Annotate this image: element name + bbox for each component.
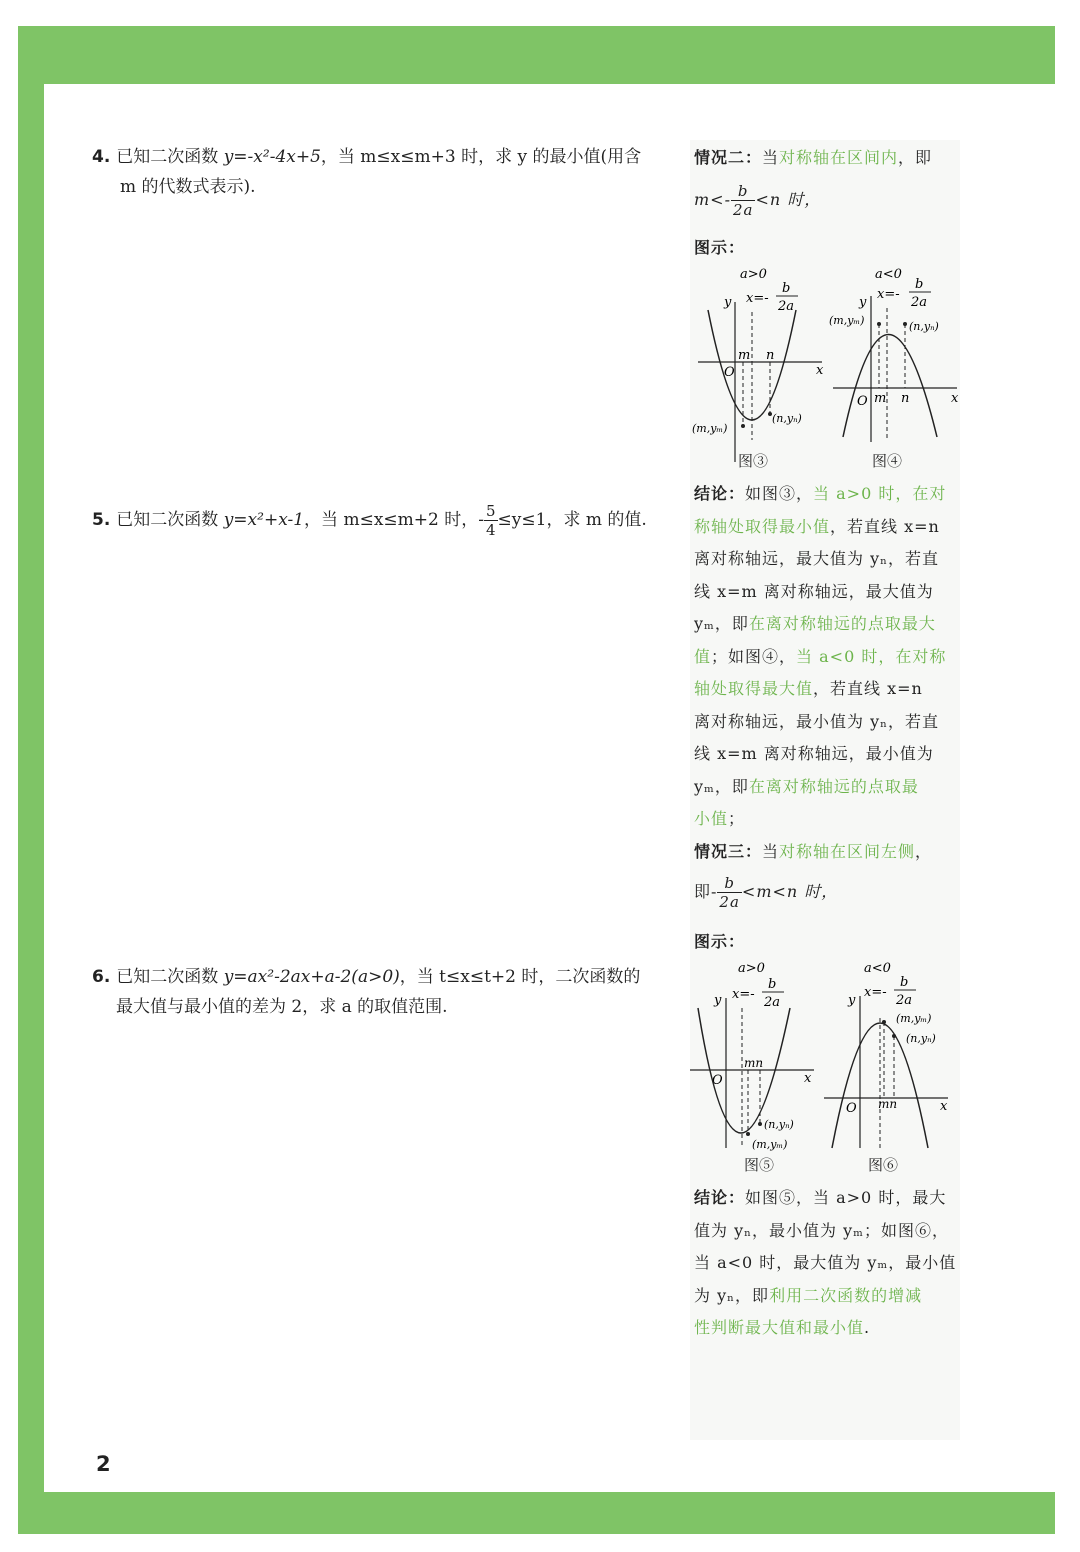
- svg-text:(m,yₘ): (m,yₘ): [752, 1138, 788, 1151]
- conclusion-line: yₘ，即在离对称轴远的点取最大: [694, 614, 936, 633]
- conclusion-line: 值；如图④，当 a<0 时，在对称: [694, 646, 947, 666]
- fraction: $\frac{5}{4}$: [485, 502, 496, 539]
- svg-text:y: y: [714, 993, 722, 1008]
- figure-4: [825, 262, 965, 481]
- svg-text:2a: 2a: [764, 995, 781, 1010]
- svg-text:(n,yₙ): (n,yₙ): [772, 412, 802, 425]
- question-4: 4. 已知二次函数 y=-x²-4x+5，当 m≤x≤m+3 时，求 y 的最小值(用含 m 的代数式表示).: [92, 147, 642, 197]
- conclusion-line: 离对称轴远，最小值为 yₙ，若直: [694, 711, 940, 731]
- case2-heading: 情况二：当对称轴在区间内，即: [694, 148, 933, 167]
- svg-text:x: x: [940, 1099, 948, 1114]
- question-6: 6. 已知二次函数 y=ax²-2ax+a-2(a>0)，当 t≤x≤t+2 时，二次函数的 最大值与最小值的差为 2，求 a 的取值范围.: [92, 967, 641, 1017]
- case3-heading: 情况三：当对称轴在区间左侧，: [694, 842, 933, 861]
- conclusion-line: 性判断最大值和最小值.: [694, 1318, 871, 1337]
- svg-text:b: b: [915, 277, 924, 292]
- svg-text:n: n: [901, 391, 910, 406]
- figure-3-caption: 图③: [738, 452, 769, 470]
- conclusion-line: 称轴处取得最小值，若直线 x=n: [694, 516, 940, 536]
- question-number: 6.: [92, 967, 111, 987]
- svg-text:(m,yₘ): (m,yₘ): [829, 314, 865, 327]
- svg-text:a<0: a<0: [864, 961, 891, 976]
- conclusion-line: 结论：如图③，当 a>0 时，在对: [694, 484, 947, 503]
- top-green-band: [18, 26, 1055, 84]
- svg-text:a>0: a>0: [740, 267, 767, 282]
- svg-text:(n,yₙ): (n,yₙ): [909, 320, 939, 333]
- svg-text:(m,yₘ): (m,yₘ): [692, 422, 728, 435]
- figure-6-caption: 图⑥: [868, 1156, 899, 1174]
- figure-5: [686, 958, 821, 1162]
- svg-text:O: O: [724, 365, 735, 380]
- svg-text:x=-: x=-: [746, 291, 769, 306]
- conclusion-line: 线 x=m 离对称轴远，最小值为: [694, 744, 934, 763]
- figure-5-caption: 图⑤: [744, 1156, 775, 1174]
- conclusion-line: 线 x=m 离对称轴远，最大值为: [694, 581, 934, 601]
- svg-text:x: x: [816, 363, 824, 378]
- left-green-band: [18, 26, 44, 1520]
- conclusion-line: yₘ，即在离对称轴远的点取最: [694, 776, 919, 796]
- svg-text:b: b: [768, 977, 777, 992]
- svg-text:(n,yₙ): (n,yₙ): [906, 1032, 936, 1045]
- svg-text:mn: mn: [878, 1097, 898, 1111]
- svg-text:a<0: a<0: [875, 267, 902, 282]
- question-number: 4.: [92, 147, 111, 167]
- svg-text:m: m: [874, 391, 887, 406]
- svg-text:O: O: [857, 394, 868, 409]
- bottom-green-band: [18, 1492, 1055, 1534]
- svg-text:x=-: x=-: [864, 985, 887, 1000]
- svg-text:mn: mn: [744, 1056, 764, 1070]
- question-5: 5. 已知二次函数 y=x²+x-1，当 m≤x≤m+2 时，- $\frac{5}{4}$ ≤y≤1，求 m 的值.: [92, 502, 647, 539]
- svg-text:O: O: [846, 1101, 857, 1116]
- conclusion-line: 值为 yₙ，最小值为 yₘ；如图⑥，: [694, 1220, 949, 1240]
- figure-6: [822, 958, 957, 1162]
- figure-4-caption: 图④: [872, 452, 903, 470]
- case3-condition: 即- $\frac{b}{2a}$ <m<n 时，: [694, 874, 839, 911]
- conclusion-3: [694, 1182, 956, 1345]
- svg-text:(m,yₘ): (m,yₘ): [896, 1012, 932, 1025]
- svg-text:x: x: [951, 391, 959, 406]
- diagram-label: 图示：: [694, 238, 746, 257]
- svg-text:b: b: [900, 975, 909, 990]
- page-number: 2: [96, 1452, 111, 1476]
- svg-text:2a: 2a: [911, 295, 928, 310]
- conclusion-line: 为 yₙ，即利用二次函数的增减: [694, 1285, 923, 1305]
- svg-text:a>0: a>0: [738, 961, 765, 976]
- svg-text:m: m: [738, 348, 751, 363]
- svg-text:2a: 2a: [896, 993, 913, 1008]
- conclusion-2: [694, 478, 956, 836]
- conclusion-line: 结论：如图⑤，当 a>0 时，最大: [694, 1188, 947, 1207]
- svg-text:b: b: [782, 281, 791, 296]
- svg-text:2a: 2a: [778, 299, 795, 314]
- svg-text:O: O: [712, 1073, 723, 1088]
- figure-3: [690, 262, 830, 481]
- svg-text:(n,yₙ): (n,yₙ): [764, 1118, 794, 1131]
- question-number: 5.: [92, 510, 111, 530]
- svg-text:n: n: [766, 348, 775, 363]
- svg-text:y: y: [848, 993, 856, 1008]
- conclusion-line: 当 a<0 时，最大值为 yₘ，最小值: [694, 1253, 957, 1272]
- conclusion-line: 离对称轴远，最大值为 yₙ，若直: [694, 549, 940, 568]
- conclusion-line: 小值；: [694, 809, 746, 828]
- svg-text:x=-: x=-: [877, 287, 900, 302]
- case2-condition: m<- $\frac{b}{2a}$ <n 时，: [694, 182, 822, 219]
- svg-text:x: x: [804, 1071, 812, 1086]
- svg-text:y: y: [859, 295, 867, 310]
- svg-text:y: y: [724, 295, 732, 310]
- svg-text:x=-: x=-: [732, 987, 755, 1002]
- conclusion-line: 轴处取得最大值，若直线 x=n: [694, 679, 923, 698]
- diagram-label-2: 图示：: [694, 932, 746, 951]
